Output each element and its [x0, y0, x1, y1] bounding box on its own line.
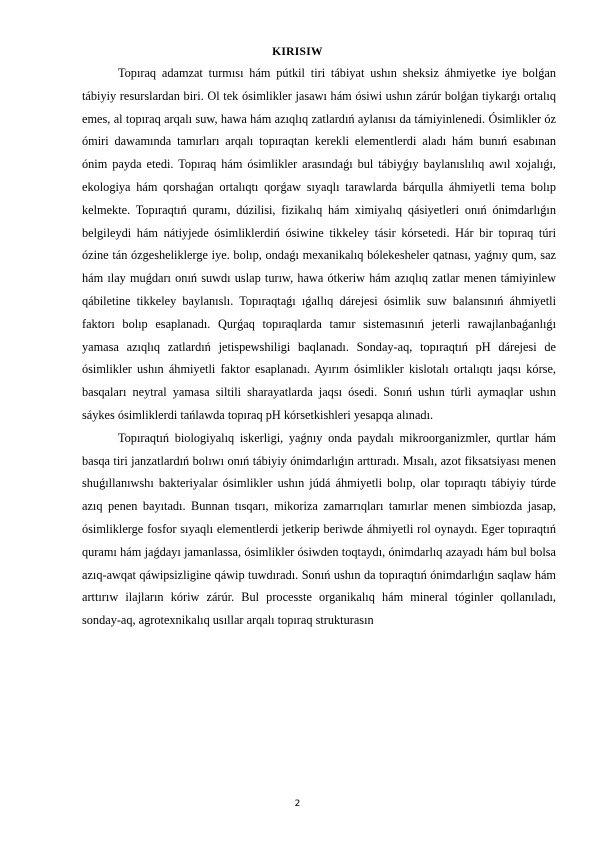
document-body: [82, 62, 556, 632]
paragraph: Topıraq adamzat turmısı hám pútkil tiri tábiyat ushın sheksiz áhmiyetke iye bolǵan tábiyiy resurslardan biri. Ol tek ósimlikler jasawı hám ósiwi ushın zárúr bolǵan tiykarǵı ortalıq emes, al topıraq arqalı suw, hawa hám azıqlıq zatlardıń aylanısı da támiyinlenedi. Ósimlikler óz ómiri dawamında tamırları arqalı topıraqtan kerekli elementlerdi aladı hám bunıń esabınan ónim payda etedi. Topıraq hám ósimlikler arasındaǵı bul tábiyǵıy baylanıslılıq awıl xojalıǵı, ekologiya hám qorshaǵan ortalıqtı qorǵaw sıyaqlı tarawlarda bárqulla áhmiyetli tema bolıp kelmekte. Topıraqtıń quramı, dúzilisi, fizikalıq hám ximiyalıq qásiyetleri onıń ónimdarlıǵın belgileydi hám nátiyjede ósimliklerdiń ósiwine tikkeley tásir kórsetedi. Hár bir topıraq túri ózine tán ózgesheliklerge iye. bolıp, ondaǵı mexanikalıq bólekesheler qatnası, yaǵnıy qum, saz hám ılay muǵdarı onıń suwdı uslap turıw, hawa ótkeriw hám azıqlıq zatlar menen támiyinlew qábiletine tikkeley baylanıslı. Topıraqtaǵı ıǵallıq dárejesi ósimlik suw balansınıń áhmiyetli faktorı bolıp esaplanadı. Qurǵaq topıraqlarda tamır sistemasınıń jeterli rawajlanbaǵanlıǵı yamasa azıqlıq zatlardıń jetispewshiligi baqlanadı. Sonday-aq, topıraqtıń pH dárejesi de ósimlikler ushın áhmiyetli faktor esaplanadı. Ayırım ósimlikler kislotalı ortalıqtı jaqsı kórse, basqaları neytral yamasa siltili sharayatlarda jaqsı ósedi. Sonıń ushın túrli aymaqlar ushın sáykes ósimliklerdi tańlawda topıraq pH kórsetkishleri yesapqa alınadı.: [82, 66, 556, 422]
page-number: 2: [294, 799, 301, 809]
document-heading: KIRISIW: [272, 46, 323, 58]
paragraph: Topıraqtıń biologiyalıq iskerligi, yaǵnıy onda paydalı mikroorganizmler, qurtlar hám basqa tiri janzatlardıń bolıwı onıń tábiyiy ónimdarlıǵın arttıradı. Mısalı, azot fiksatsiyası menen shuǵıllanıwshı bakteriyalar ósimlikler ushın júdá áhmiyetli bolıp, olar topıraqtı tábiyiy túrde azıq penen bayıtadı. Bunnan tısqarı, mikoriza zamarrıqları tamırlar menen simbiozda jasap, ósimliklerge fosfor sıyaqlı elementlerdi jetkerip beriwde áhmiyetli rol oynaydı. Eger topıraqtıń quramı hám jaǵdayı jamanlassa, ósimlikler ósiwden toqtaydı, ónimdarlıq azayadı hám bul bolsa azıq-awqat qáwipsizligine qáwip tuwdıradı. Sonıń ushın da topıraqtıń ónimdarlıǵın saqlaw hám arttırıw ilajların kóriw zárúr. Bul processte organikalıq hám mineral tóginler qollanıladı, sonday-aq, agrotexnikalıq usıllar arqalı topıraq strukturasın: [82, 430, 556, 628]
